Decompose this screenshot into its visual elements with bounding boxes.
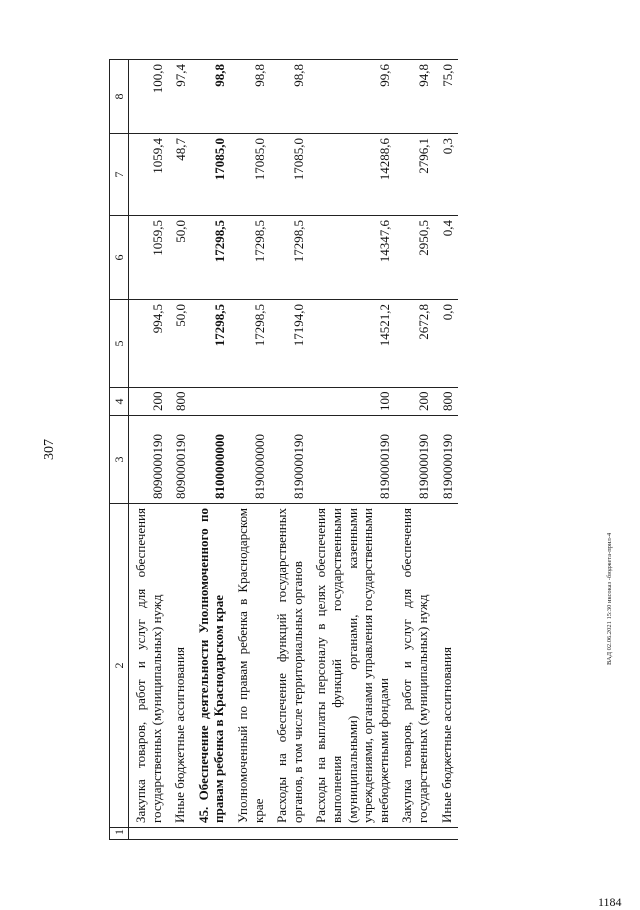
row-expense-type: 200 [395,388,434,416]
row-value-col-7: 0,3 [435,134,459,216]
row-value-col-6: 2950,5 [395,216,434,300]
row-expense-type: 800 [168,388,192,416]
header-col-2: 2 [110,504,129,828]
footer-page-number: 1184 [598,895,622,909]
row-code: 8090000190 [129,416,169,504]
row-code: 8190000190 [395,416,434,504]
header-col-6: 6 [110,216,129,300]
header-col-8: 8 [110,60,129,134]
row-value-col-5: 17194,0 [270,300,309,388]
row-value-col-6: 17298,5 [270,216,309,300]
row-value-col-6: 17298,5 [192,216,231,300]
header-col-7: 7 [110,134,129,216]
table-row [129,60,169,840]
row-col-1 [168,828,192,840]
header-col-3: 3 [110,416,129,504]
row-value-col-7: 17085,0 [192,134,231,216]
row-value-col-5: 17298,5 [192,300,231,388]
row-description: Иные бюджетные ассигнования [168,504,192,828]
table-row [395,60,434,840]
row-code: 8190000190 [435,416,459,504]
row-value-col-5: 17298,5 [231,300,270,388]
row-col-1 [435,828,459,840]
row-value-col-8: 94,8 [395,60,434,134]
row-expense-type [231,388,270,416]
row-code: 8190000000 [231,416,270,504]
row-value-col-6: 17298,5 [231,216,270,300]
row-col-1 [129,828,169,840]
row-value-col-8: 98,8 [192,60,231,134]
document-stamp: ВАД 02.06.2021 15:30 иксоказ -бюджета-прил-4 [606,532,613,665]
row-code: 8190000190 [309,416,395,504]
row-col-1 [309,828,395,840]
row-expense-type: 100 [309,388,395,416]
table-row [435,60,459,840]
table-row [231,60,270,840]
row-col-1 [231,828,270,840]
row-value-col-5: 50,0 [168,300,192,388]
row-value-col-7: 1059,4 [129,134,169,216]
row-code: 8100000000 [192,416,231,504]
row-value-col-6: 0,4 [435,216,459,300]
row-value-col-5: 14521,2 [309,300,395,388]
row-value-col-5: 2672,8 [395,300,434,388]
row-description: Уполномоченный по правам ребенка в Краснодарском крае [231,504,270,828]
budget-table [109,59,458,840]
table-row [309,60,395,840]
row-expense-type [192,388,231,416]
row-expense-type [270,388,309,416]
row-col-1 [192,828,231,840]
row-description: Расходы на выплаты персоналу в целях обеспечения выполнения функций государственными (муниципальными) органами, казенными учреждениями, органами управления государственными внебюджетными фондами [309,504,395,828]
column-number-header [110,60,129,840]
row-value-col-7: 2796,1 [395,134,434,216]
table-row [192,60,231,840]
header-col-1: 1 [110,828,129,840]
row-value-col-7: 17085,0 [270,134,309,216]
row-code: 8090000190 [168,416,192,504]
row-description: 45. Обеспечение деятельности Уполномоченного по правам ребенка в Краснодарском крае [192,504,231,828]
row-value-col-5: 994,5 [129,300,169,388]
row-description: Иные бюджетные ассигнования [435,504,459,828]
table-row [270,60,309,840]
row-description: Закупка товаров, работ и услуг для обеспечения государственных (муниципальных) нужд [129,504,169,828]
row-value-col-8: 98,8 [231,60,270,134]
header-col-5: 5 [110,300,129,388]
row-code: 8190000190 [270,416,309,504]
table-row [168,60,192,840]
row-value-col-5: 0,0 [435,300,459,388]
row-value-col-7: 48,7 [168,134,192,216]
page-number: 307 [42,439,57,460]
row-expense-type: 200 [129,388,169,416]
row-col-1 [270,828,309,840]
row-expense-type: 800 [435,388,459,416]
row-description: Закупка товаров, работ и услуг для обеспечения государственных (муниципальных) нужд [395,504,434,828]
row-value-col-6: 50,0 [168,216,192,300]
row-value-col-8: 97,4 [168,60,192,134]
header-col-4: 4 [110,388,129,416]
row-value-col-6: 1059,5 [129,216,169,300]
row-value-col-7: 17085,0 [231,134,270,216]
row-value-col-8: 99,6 [309,60,395,134]
row-value-col-8: 100,0 [129,60,169,134]
budget-table-container [109,60,560,840]
row-value-col-6: 14347,6 [309,216,395,300]
row-col-1 [395,828,434,840]
row-value-col-8: 75,0 [435,60,459,134]
row-description: Расходы на обеспечение функций государственных органов, в том числе территориальных органов [270,504,309,828]
row-value-col-7: 14288,6 [309,134,395,216]
row-value-col-8: 98,8 [270,60,309,134]
